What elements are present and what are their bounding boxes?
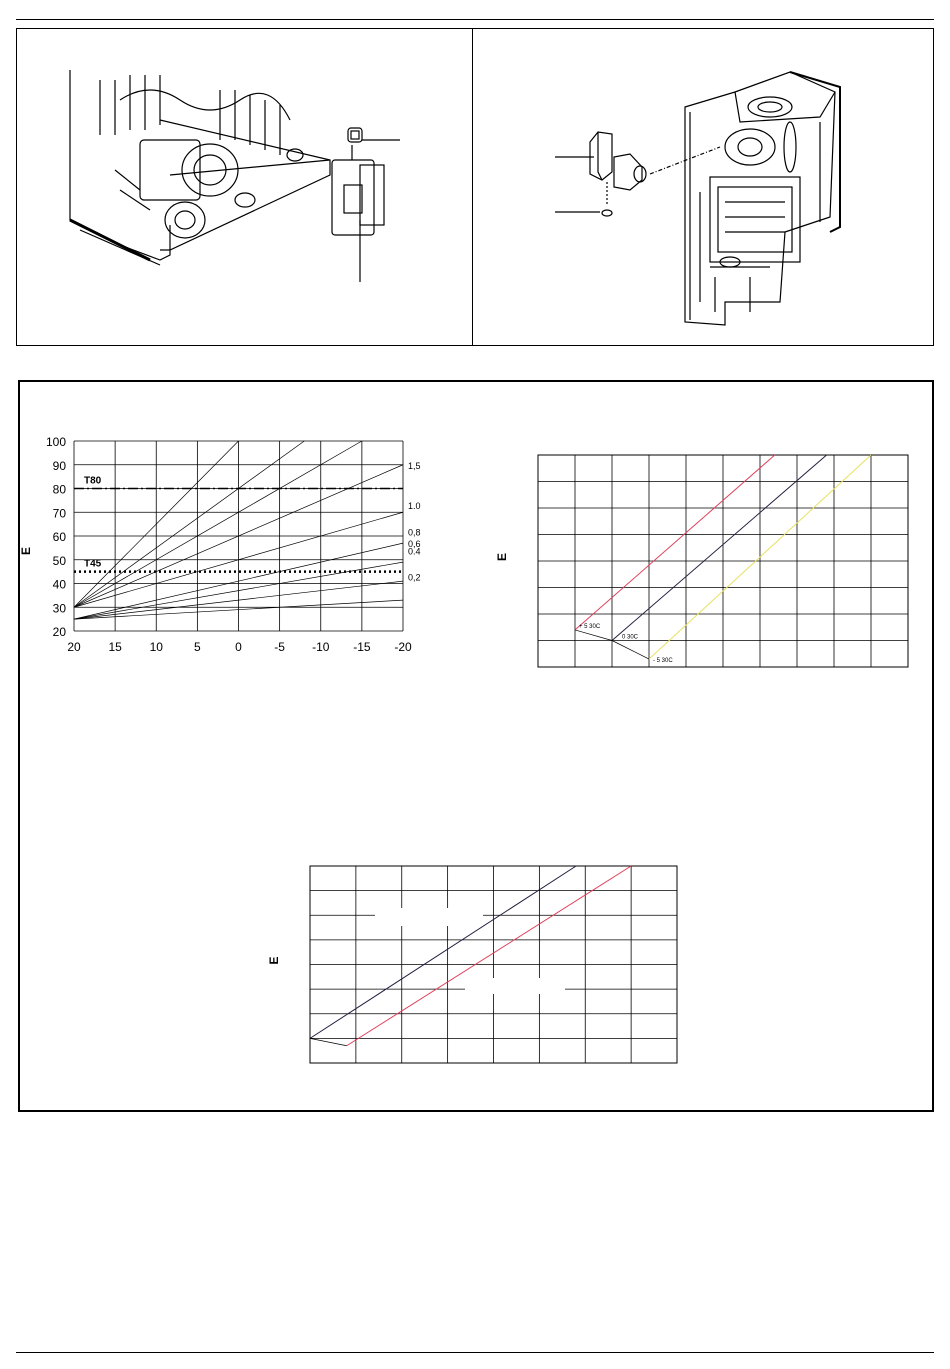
chart1-curve-label: 0,2 [408, 572, 421, 583]
chart1-xtick: -20 [394, 640, 412, 654]
chart3-series-dark [310, 866, 576, 1038]
chart1-ytick: 30 [52, 601, 66, 616]
chart1-xtick: -15 [353, 640, 371, 654]
chart2-annotation: + 5 30C [579, 623, 601, 630]
chart3-arrow [310, 1038, 347, 1045]
chart1-ref-label: T80 [84, 475, 102, 487]
chart2-annotation: 0 30C [622, 634, 639, 641]
chart1-ytick: 100 [45, 435, 66, 449]
chart1-ytick: 50 [52, 553, 66, 568]
chart3-label-box [465, 978, 565, 994]
chart2-arrow [575, 630, 612, 641]
chart2-annotation: - 5 30C [653, 658, 673, 665]
chart2-arrow [612, 641, 649, 660]
chart1-ytick: 60 [52, 530, 66, 544]
chart1-xtick: 0 [235, 640, 242, 654]
top-rule [16, 19, 934, 20]
boiler-exploded-illustration [550, 62, 850, 327]
chart1-ytick: 70 [52, 506, 66, 521]
chart1-xtick: 5 [194, 640, 201, 654]
chart1-ytick: 90 [52, 458, 66, 473]
chart1-curve-label: 1.0 [408, 501, 421, 512]
chart1-series-line [74, 441, 304, 607]
chart1-ref-label: T45 [84, 558, 102, 570]
chart1-xtick: -10 [312, 640, 330, 654]
heating-curves-chart [20, 425, 460, 665]
chart2-ylabel: E [495, 552, 509, 562]
chart1-ylabel: E [19, 546, 33, 556]
chart1-xtick: 20 [67, 640, 81, 654]
bottom-rule [16, 1352, 934, 1353]
chart1-curve-label: 0,6 [408, 539, 421, 550]
chart3-label-box [375, 908, 483, 926]
chart2-series-dark [612, 455, 827, 641]
chart1-ytick: 80 [52, 482, 66, 497]
chart1-series-line [74, 441, 362, 607]
chart3-ylabel: E [267, 956, 281, 965]
chart1-curve-label: 0.4 [408, 546, 421, 557]
chart1-curve-label: 1,5 [408, 460, 421, 471]
pump-and-valve-illustration [60, 60, 410, 290]
chart1-curve-label: 0,8 [408, 527, 421, 538]
chart1-ytick: 40 [52, 577, 66, 592]
chart3-series-red [347, 866, 631, 1046]
panel-divider [472, 28, 473, 346]
chart1-xtick: 10 [149, 640, 163, 654]
chart1-xtick: -5 [274, 640, 285, 654]
offset-chart [267, 860, 690, 1070]
parallel-shift-chart [490, 445, 920, 675]
chart1-xtick: 15 [108, 640, 122, 654]
chart1-ytick: 20 [52, 625, 66, 639]
